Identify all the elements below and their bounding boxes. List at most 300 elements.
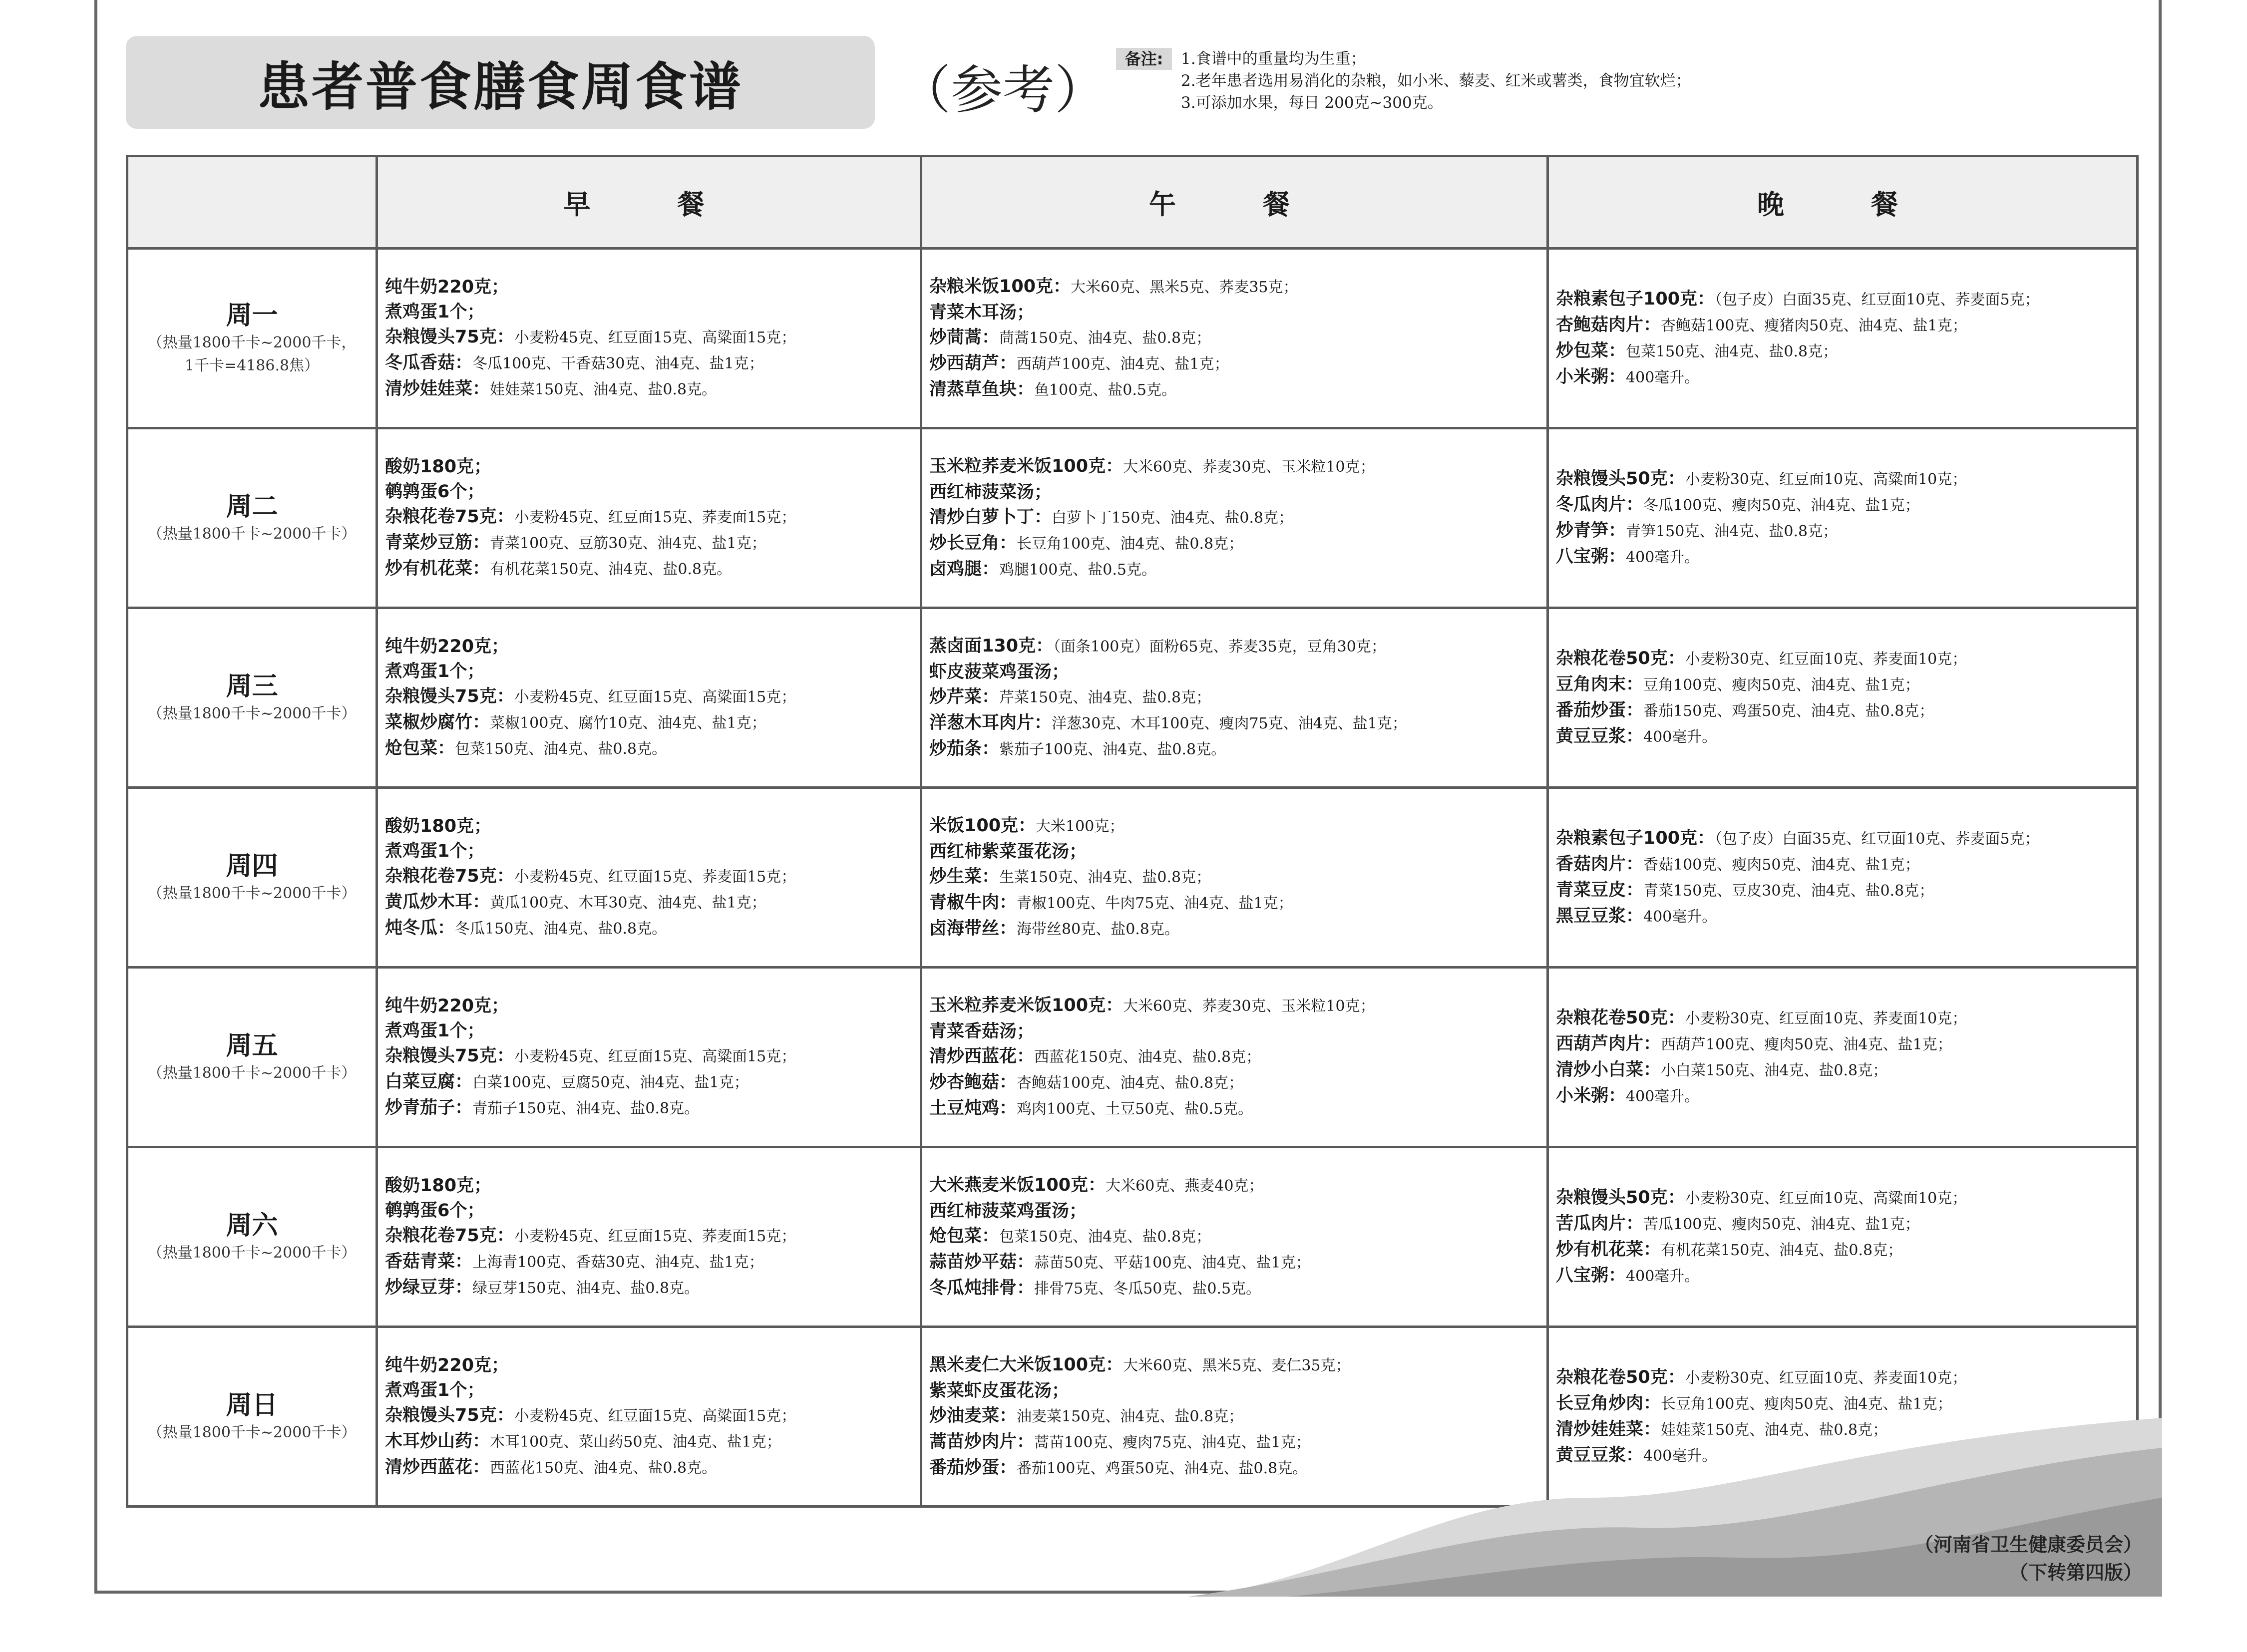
dish-ingredients: 鸡肉100克、土豆50克、盐0.5克。 <box>1017 1100 1253 1118</box>
dinner-cell <box>1548 249 2138 428</box>
menu-item <box>385 275 913 300</box>
dish-ingredients: 杏鲍菇100克、瘦猪肉50克、油4克、盐1克； <box>1661 317 1967 334</box>
menu-item <box>385 890 913 916</box>
day-row <box>127 249 2138 428</box>
dish-name: 清炒西蓝花： <box>929 1046 1035 1066</box>
dish-ingredients: 杏鲍菇100克、油4克、盐0.8克； <box>1017 1074 1244 1092</box>
menu-item <box>929 1173 1539 1199</box>
menu-item <box>929 531 1539 557</box>
dish-name: 炒杏鲍菇： <box>929 1072 1017 1092</box>
dish-ingredients: 豆角100克、瘦肉50克、油4克、盐1克； <box>1643 676 1920 694</box>
dish-name: 炖冬瓜： <box>385 918 455 938</box>
dish-ingredients: 鸡腿100克、盐0.5克。 <box>999 561 1156 579</box>
dish-ingredients: 香菇100克、瘦肉50克、油4克、盐1克； <box>1643 856 1920 874</box>
dish-name: 炒绿豆芽： <box>385 1277 473 1298</box>
lunch-cell <box>921 968 1548 1147</box>
menu-item <box>385 1069 913 1095</box>
dish-name: 青菜香菇汤； <box>929 1021 1035 1041</box>
header-breakfast: 早 餐 <box>377 156 921 249</box>
dish-ingredients: 大米60克、黑米5克、荞麦35克； <box>1071 278 1298 296</box>
dish-ingredients: 西葫芦100克、油4克、盐1克； <box>1017 355 1229 373</box>
menu-item <box>385 300 913 325</box>
dish-ingredients: 油麦菜150克、油4克、盐0.8克； <box>1017 1407 1244 1425</box>
dish-name: 番茄炒蛋： <box>929 1457 1017 1478</box>
dinner-cell <box>1548 428 2138 608</box>
dish-ingredients: 小麦粉45克、红豆面15克、荞麦面15克； <box>514 508 796 526</box>
day-cell <box>127 1327 377 1507</box>
dish-name: 酸奶180克； <box>385 816 492 836</box>
dish-name: 炝包菜： <box>385 738 455 758</box>
dish-ingredients: 西葫芦100克、瘦肉50克、油4克、盐1克； <box>1661 1035 1952 1053</box>
dish-ingredients: 400毫升。 <box>1626 1087 1700 1105</box>
dish-ingredients: 番茄150克、鸡蛋50克、油4克、盐0.8克； <box>1643 702 1934 720</box>
dish-name: 纯牛奶220克； <box>385 995 509 1016</box>
menu-item <box>929 1019 1539 1044</box>
menu-item <box>385 530 913 556</box>
menu-item <box>929 325 1539 351</box>
dish-ingredients: 上海青100克、香菇30克、油4克、盐1克； <box>472 1253 764 1271</box>
dish-name: 苦瓜肉片： <box>1556 1213 1644 1234</box>
dish-ingredients: 菜椒100克、腐竹10克、油4克、盐1克； <box>490 714 766 732</box>
dish-name: 番茄炒蛋： <box>1556 700 1644 720</box>
breakfast-cell <box>377 249 921 428</box>
dinner-cell <box>1548 968 2138 1147</box>
menu-item <box>385 504 913 530</box>
day-name: 周五 <box>226 1030 278 1061</box>
dish-name: 杂粮馒头75克： <box>385 1045 514 1066</box>
dish-name: 香菇青菜： <box>385 1251 473 1272</box>
dish-name: 洋葱木耳肉片： <box>929 712 1052 733</box>
dish-name: 青菜炒豆筋： <box>385 532 490 553</box>
dish-ingredients: 小麦粉45克、红豆面15克、高粱面15克； <box>514 1407 796 1425</box>
dish-name: 蒿苗炒肉片： <box>929 1431 1035 1452</box>
dish-ingredients: 大米60克、燕麦40克； <box>1106 1177 1264 1195</box>
menu-item <box>385 1095 913 1121</box>
dish-ingredients: 蒿苗100克、瘦肉75克、油4克、盐1克； <box>1034 1433 1311 1451</box>
day-energy: 1千卡=4186.8焦） <box>184 356 320 374</box>
dish-name: 黄瓜炒木耳： <box>385 892 490 912</box>
day-row <box>127 608 2138 788</box>
dish-name: 杂粮素包子100克： <box>1556 289 1715 309</box>
menu-item <box>385 556 913 582</box>
dish-name: 八宝粥： <box>1556 1265 1626 1286</box>
corner-header <box>127 156 377 249</box>
breakfast-cell <box>377 788 921 968</box>
dish-ingredients: （面条100克）面粉65克、荞麦35克，豆角30克； <box>1053 638 1386 656</box>
menu-item <box>1556 1185 2129 1211</box>
note-line: 3.可添加水果，每日 200克~300克。 <box>1181 94 1443 112</box>
dish-ingredients: 400毫升。 <box>1626 368 1700 386</box>
menu-item <box>385 684 913 710</box>
note-line: 2.老年患者选用易消化的杂粮，如小米、藜麦、红米或薯类，食物宜软烂； <box>1181 72 1691 90</box>
menu-item <box>929 557 1539 583</box>
header-lunch: 午 餐 <box>921 156 1548 249</box>
dish-ingredients: 娃娃菜150克、油4克、盐0.8克。 <box>490 380 717 398</box>
dish-ingredients: 小麦粉30克、红豆面10克、荞麦面10克； <box>1685 1369 1967 1387</box>
dish-ingredients: 小麦粉45克、红豆面15克、荞麦面15克； <box>514 868 796 886</box>
dish-ingredients: 400毫升。 <box>1643 1447 1717 1465</box>
dish-name: 炒有机花菜： <box>385 558 490 579</box>
lunch-cell <box>921 1147 1548 1327</box>
dish-ingredients: 400毫升。 <box>1643 908 1717 926</box>
dish-name: 黑豆豆浆： <box>1556 906 1644 926</box>
dish-name: 煮鸡蛋1个； <box>385 1020 485 1041</box>
dish-ingredients: 400毫升。 <box>1626 1267 1700 1285</box>
dish-ingredients: 400毫升。 <box>1626 548 1700 566</box>
dish-name: 西红柿菠菜汤； <box>929 482 1052 502</box>
menu-item <box>385 634 913 659</box>
dish-name: 杂粮馒头75克： <box>385 327 514 347</box>
menu-item <box>929 377 1539 403</box>
dish-name: 杂粮米饭100克： <box>929 276 1071 297</box>
dish-name: 卤海带丝： <box>929 918 1017 939</box>
dish-name: 小米粥： <box>1556 366 1626 387</box>
dish-name: 杂粮馒头50克： <box>1556 468 1685 489</box>
dish-ingredients: 紫茄子100克、油4克、盐0.8克。 <box>999 740 1226 758</box>
menu-item <box>385 1223 913 1249</box>
menu-item <box>929 1070 1539 1096</box>
dish-ingredients: 包菜150克、油4克、盐0.8克。 <box>455 740 667 758</box>
menu-item <box>929 684 1539 710</box>
day-cell <box>127 968 377 1147</box>
breakfast-cell <box>377 1327 921 1507</box>
breakfast-cell <box>377 968 921 1147</box>
menu-item <box>385 736 913 762</box>
note-line: 1.食谱中的重量均为生重； <box>1181 50 1366 68</box>
menu-item <box>1556 852 2129 878</box>
dish-name: 炒西葫芦： <box>929 353 1017 373</box>
menu-item <box>929 634 1539 660</box>
menu-item <box>1556 1005 2129 1031</box>
dish-ingredients: 青菜100克、豆筋30克、油4克、盐1克； <box>490 534 766 552</box>
day-name: 周六 <box>226 1210 278 1241</box>
dish-name: 炒茄条： <box>929 738 1000 759</box>
dish-name: 西红柿菠菜鸡蛋汤； <box>929 1201 1087 1221</box>
menu-item <box>1556 364 2129 390</box>
dish-name: 炒青笋： <box>1556 520 1626 541</box>
page-subtitle: （参考） <box>899 59 1107 120</box>
day-row <box>127 428 2138 608</box>
dish-ingredients: 小麦粉45克、红豆面15克、荞麦面15克； <box>514 1227 796 1245</box>
menu-item <box>929 660 1539 684</box>
breakfast-cell <box>377 428 921 608</box>
dish-name: 清炒小白菜： <box>1556 1059 1661 1080</box>
menu-item <box>929 710 1539 736</box>
menu-item <box>1556 466 2129 492</box>
menu-item <box>1556 1237 2129 1263</box>
dish-ingredients: 小麦粉45克、红豆面15克、高粱面15克； <box>514 1047 796 1065</box>
day-name: 周四 <box>226 851 278 881</box>
dish-name: 蒸卤面130克： <box>929 636 1054 656</box>
dish-name: 杂粮花卷75克： <box>385 506 514 527</box>
menu-item <box>929 1199 1539 1224</box>
dish-ingredients: 冬瓜100克、瘦肉50克、油4克、盐1克； <box>1643 496 1920 514</box>
dish-name: 清炒娃娃菜： <box>385 378 490 399</box>
dish-name: 豆角肉末： <box>1556 674 1644 694</box>
menu-item <box>1556 724 2129 750</box>
menu-item <box>385 479 913 504</box>
day-energy: （热量1800千卡~2000千卡） <box>147 1064 357 1082</box>
dish-name: 黑米麦仁大米饭100克： <box>929 1354 1124 1375</box>
dish-name: 炒青茄子： <box>385 1097 473 1118</box>
dish-ingredients: 青笋150克、油4克、盐0.8克； <box>1626 522 1838 540</box>
dish-name: 炒芹菜： <box>929 686 1000 707</box>
dish-ingredients: 茼蒿150克、油4克、盐0.8克； <box>999 329 1211 347</box>
day-name: 周三 <box>226 671 278 701</box>
dish-name: 清炒娃娃菜： <box>1556 1419 1661 1439</box>
menu-item <box>929 1276 1539 1302</box>
dish-name: 大米燕麦米饭100克： <box>929 1175 1106 1195</box>
dish-ingredients: 小麦粉45克、红豆面15克、高粱面15克； <box>514 329 796 346</box>
menu-item <box>385 659 913 684</box>
dish-ingredients: 白菜100克、豆腐50克、油4克、盐1克； <box>472 1073 749 1091</box>
menu-item <box>385 376 913 402</box>
dish-name: 纯牛奶220克； <box>385 277 509 297</box>
dish-name: 黄豆豆浆： <box>1556 726 1644 746</box>
dish-name: 小米粥： <box>1556 1085 1626 1106</box>
dish-ingredients: 黄瓜100克、木耳30克、油4克、盐1克； <box>490 894 766 912</box>
dish-ingredients: 娃娃菜150克、油4克、盐0.8克； <box>1661 1421 1888 1439</box>
menu-item <box>929 351 1539 377</box>
dish-ingredients: （包子皮）白面35克、红豆面10克、荞麦面5克； <box>1715 291 2040 309</box>
notes-lines <box>1181 48 1691 114</box>
menu-item <box>929 1044 1539 1070</box>
menu-item <box>385 1455 913 1481</box>
notes-label: 备注: <box>1116 48 1172 70</box>
dish-name: 炒茼蒿： <box>929 327 1000 347</box>
dish-name: 白菜豆腐： <box>385 1071 473 1092</box>
dish-ingredients: 有机花菜150克、油4克、盐0.8克。 <box>490 560 732 578</box>
dish-name: 菜椒炒腐竹： <box>385 712 490 732</box>
menu-item <box>1556 1083 2129 1109</box>
dish-name: 酸奶180克； <box>385 456 492 477</box>
dish-name: 木耳炒山药： <box>385 1431 490 1451</box>
menu-item <box>385 1043 913 1069</box>
day-row <box>127 968 2138 1147</box>
weekly-menu-table <box>126 155 2139 1508</box>
footer-source: （河南省卫生健康委员会） <box>1914 1534 2142 1556</box>
menu-item <box>385 993 913 1018</box>
dish-ingredients: 有机花菜150克、油4克、盐0.8克； <box>1661 1241 1903 1259</box>
dish-ingredients: 西蓝花150克、油4克、盐0.8克； <box>1034 1048 1261 1066</box>
dish-name: 清蒸草鱼块： <box>929 379 1035 399</box>
dish-name: 煮鸡蛋1个； <box>385 661 485 681</box>
day-row <box>127 1147 2138 1327</box>
notes-block <box>1116 48 1691 114</box>
dish-name: 青椒牛肉： <box>929 892 1017 913</box>
dish-ingredients: 400毫升。 <box>1643 728 1717 746</box>
menu-item <box>385 350 913 376</box>
dish-name: 玉米粒荞麦米饭100克： <box>929 456 1124 476</box>
dish-name: 西葫芦肉片： <box>1556 1033 1661 1054</box>
dish-name: 杂粮花卷75克： <box>385 1225 514 1246</box>
dish-ingredients: 小麦粉45克、红豆面15克、高粱面15克； <box>514 688 796 706</box>
dish-name: 冬瓜炖排骨： <box>929 1278 1035 1298</box>
dish-ingredients: 大米60克、黑米5克、麦仁35克； <box>1123 1356 1351 1374</box>
menu-item <box>385 1198 913 1223</box>
menu-item <box>929 505 1539 531</box>
dish-name: 长豆角炒肉： <box>1556 1393 1661 1413</box>
menu-item <box>385 1378 913 1403</box>
menu-item <box>929 890 1539 916</box>
menu-item <box>385 814 913 839</box>
footer-continued: （下转第四版） <box>2009 1562 2142 1584</box>
dish-ingredients: 大米60克、荞麦30克、玉米粒10克； <box>1123 997 1375 1015</box>
dish-name: 紫菜虾皮蛋花汤； <box>929 1380 1070 1401</box>
dish-name: 炒包菜： <box>1556 340 1626 361</box>
menu-item <box>385 1018 913 1043</box>
menu-item <box>929 839 1539 864</box>
menu-item <box>385 1249 913 1275</box>
menu-item <box>929 300 1539 325</box>
menu-item <box>1556 698 2129 724</box>
dish-name: 杂粮花卷50克： <box>1556 648 1685 668</box>
menu-item <box>929 916 1539 942</box>
dish-name: 纯牛奶220克； <box>385 636 509 657</box>
menu-item <box>1556 878 2129 904</box>
day-cell <box>127 1147 377 1327</box>
dish-name: 煮鸡蛋1个； <box>385 302 485 322</box>
dish-name: 炒有机花菜： <box>1556 1239 1661 1260</box>
dish-ingredients: 木耳100克、菜山药50克、油4克、盐1克； <box>490 1433 781 1451</box>
dinner-cell <box>1548 1147 2138 1327</box>
dish-ingredients: 青椒100克、牛肉75克、油4克、盐1克； <box>1017 894 1293 912</box>
menu-item <box>1556 672 2129 698</box>
dish-name: 青菜豆皮： <box>1556 880 1644 900</box>
dish-name: 卤鸡腿： <box>929 559 1000 579</box>
day-name: 周日 <box>226 1390 278 1420</box>
page-title: 患者普食膳食周食谱 <box>126 36 875 129</box>
menu-item <box>929 480 1539 505</box>
menu-item <box>1556 1211 2129 1237</box>
menu-item <box>1556 904 2129 930</box>
dish-ingredients: 小白菜150克、油4克、盐0.8克； <box>1661 1061 1888 1079</box>
menu-item <box>385 864 913 890</box>
header-dinner: 晚 餐 <box>1548 156 2138 249</box>
dish-name: 杂粮花卷50克： <box>1556 1007 1685 1028</box>
menu-item <box>929 274 1539 300</box>
menu-item <box>1556 646 2129 672</box>
dish-name: 香菇肉片： <box>1556 854 1644 874</box>
menu-item <box>1556 338 2129 364</box>
lunch-cell <box>921 249 1548 428</box>
dish-ingredients: 白萝卜丁150克、油4克、盐0.8克； <box>1052 509 1294 527</box>
day-energy: （热量1800千卡~2000千卡， <box>147 333 357 351</box>
dish-name: 蒜苗炒平菇： <box>929 1252 1035 1272</box>
dish-ingredients: （包子皮）白面35克、红豆面10克、荞麦面5克； <box>1715 830 2040 848</box>
menu-item <box>1556 313 2129 338</box>
menu-item <box>1556 826 2129 852</box>
dish-ingredients: 番茄100克、鸡蛋50克、油4克、盐0.8克。 <box>1017 1459 1308 1477</box>
menu-item <box>385 1353 913 1378</box>
dish-name: 炒长豆角： <box>929 533 1017 553</box>
dish-ingredients: 长豆角100克、油4克、盐0.8克； <box>1017 535 1244 553</box>
breakfast-cell <box>377 608 921 788</box>
dish-ingredients: 生菜150克、油4克、盐0.8克； <box>999 868 1211 886</box>
menu-item <box>929 1096 1539 1122</box>
menu-item <box>929 864 1539 890</box>
dish-ingredients: 大米60克、荞麦30克、玉米粒10克； <box>1123 458 1375 476</box>
dish-ingredients: 冬瓜100克、干香菇30克、油4克、盐1克； <box>472 354 764 372</box>
dinner-cell <box>1548 608 2138 788</box>
menu-body <box>127 249 2138 1507</box>
dish-name: 杂粮花卷50克： <box>1556 1367 1685 1387</box>
dish-ingredients: 海带丝80克、盐0.8克。 <box>1017 920 1179 938</box>
day-energy: （热量1800千卡~2000千卡） <box>147 884 357 902</box>
dish-name: 西红柿紫菜蛋花汤； <box>929 841 1087 862</box>
dish-name: 炝包菜： <box>929 1226 1000 1246</box>
menu-item <box>929 993 1539 1019</box>
lunch-cell <box>921 788 1548 968</box>
dish-ingredients: 大米100克； <box>1036 817 1124 835</box>
menu-item <box>385 839 913 864</box>
dish-name: 清炒西蓝花： <box>385 1457 490 1477</box>
lunch-cell <box>921 428 1548 608</box>
dish-name: 玉米粒荞麦米饭100克： <box>929 995 1124 1015</box>
dish-ingredients: 小麦粉30克、红豆面10克、高粱面10克； <box>1685 470 1967 488</box>
dish-name: 土豆炖鸡： <box>929 1098 1017 1118</box>
dish-name: 冬瓜香菇： <box>385 352 473 373</box>
dish-ingredients: 青菜150克、豆皮30克、油4克、盐0.8克； <box>1643 882 1934 900</box>
day-energy: （热量1800千卡~2000千卡） <box>147 525 357 543</box>
day-cell <box>127 249 377 428</box>
menu-item <box>385 1173 913 1198</box>
menu-item <box>929 813 1539 839</box>
dish-name: 杂粮馒头75克： <box>385 1405 514 1425</box>
dish-name: 鹌鹑蛋6个； <box>385 481 485 502</box>
day-cell <box>127 608 377 788</box>
dish-ingredients: 芹菜150克、油4克、盐0.8克； <box>999 688 1211 706</box>
day-cell <box>127 428 377 608</box>
footer <box>1914 1531 2142 1587</box>
menu-item <box>929 1224 1539 1250</box>
dish-name: 虾皮菠菜鸡蛋汤； <box>929 661 1070 682</box>
menu-item <box>385 1275 913 1301</box>
dish-ingredients: 蒜苗50克、平菇100克、油4克、盐1克； <box>1034 1254 1311 1272</box>
dish-name: 米饭100克： <box>929 815 1036 836</box>
dish-name: 杂粮馒头50克： <box>1556 1187 1685 1208</box>
menu-item <box>385 916 913 942</box>
dish-ingredients: 小麦粉30克、红豆面10克、荞麦面10克； <box>1685 1009 1967 1027</box>
dish-ingredients: 包菜150克、油4克、盐0.8克； <box>999 1228 1211 1246</box>
dish-name: 纯牛奶220克； <box>385 1355 509 1375</box>
menu-item <box>385 325 913 350</box>
dish-name: 煮鸡蛋1个； <box>385 841 485 861</box>
menu-item <box>929 736 1539 762</box>
day-cell <box>127 788 377 968</box>
menu-item <box>1556 1057 2129 1083</box>
dish-name: 鹌鹑蛋6个； <box>385 1200 485 1221</box>
day-energy: （热量1800千卡~2000千卡） <box>147 1423 357 1441</box>
menu-item <box>929 1250 1539 1276</box>
dish-ingredients: 鱼100克、盐0.5克。 <box>1034 381 1176 399</box>
dish-name: 青菜木耳汤； <box>929 302 1035 323</box>
dish-name: 冬瓜肉片： <box>1556 494 1644 515</box>
menu-item <box>1556 287 2129 313</box>
day-energy: （热量1800千卡~2000千卡） <box>147 704 357 722</box>
dish-name: 清炒白萝卜丁： <box>929 507 1052 527</box>
dish-ingredients: 绿豆芽150克、油4克、盐0.8克。 <box>472 1279 700 1297</box>
dish-name: 杂粮素包子100克： <box>1556 828 1715 848</box>
dish-ingredients: 包菜150克、油4克、盐0.8克； <box>1626 342 1838 360</box>
dish-name: 黄豆豆浆： <box>1556 1445 1644 1465</box>
menu-item <box>929 454 1539 480</box>
menu-item <box>385 454 913 479</box>
menu-item <box>1556 518 2129 544</box>
dish-ingredients: 洋葱30克、木耳100克、瘦肉75克、油4克、盐1克； <box>1052 714 1407 732</box>
dish-name: 煮鸡蛋1个； <box>385 1380 485 1400</box>
dish-name: 杂粮花卷75克： <box>385 866 514 886</box>
